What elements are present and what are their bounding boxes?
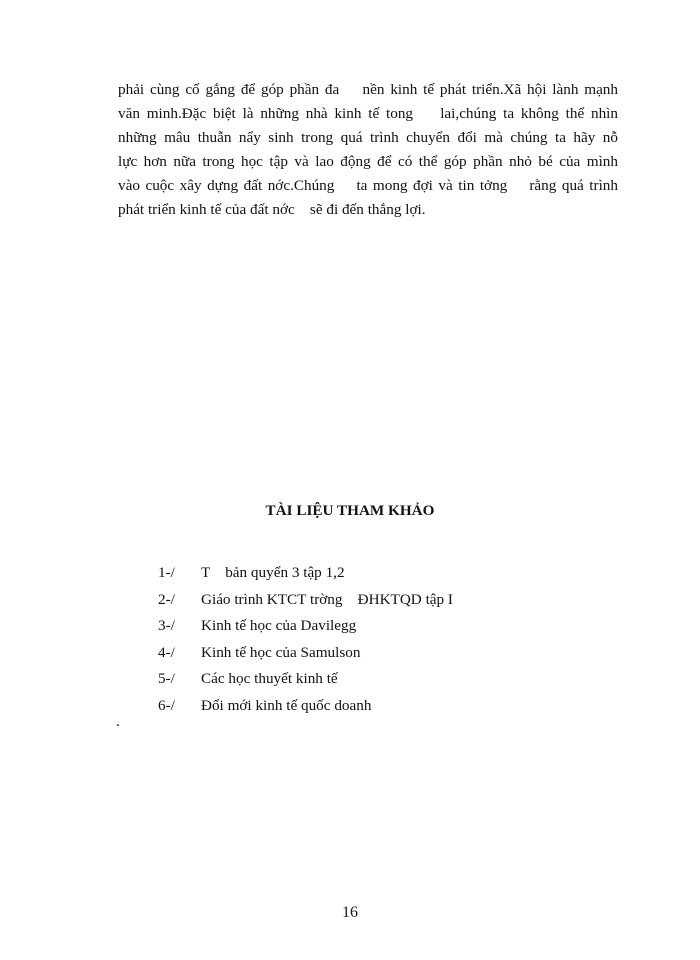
closing-paragraph bbox=[118, 78, 618, 222]
reference-text: Kinh tế học của Samulson bbox=[201, 643, 361, 661]
paragraph-line: văn minh.Đặc biệt là những nhà kinh tế tong lai,chúng ta không thể nhìn bbox=[118, 105, 618, 122]
reference-item bbox=[158, 613, 578, 640]
reference-number: 1-/ bbox=[158, 564, 175, 581]
reference-number: 2-/ bbox=[158, 590, 175, 608]
paragraph-line: phải cùng cố gắng để góp phần đa nền kinh tế phát triển.Xã hội lành mạnh bbox=[118, 81, 618, 98]
stray-period-mark: . bbox=[116, 714, 120, 730]
reference-item bbox=[158, 666, 578, 693]
reference-text: Các học thuyết kinh tế bbox=[201, 670, 338, 688]
reference-text: Giáo trình KTCT trờng ĐHKTQD tập I bbox=[201, 590, 453, 608]
reference-text: Đổi mới kinh tế quốc doanh bbox=[201, 696, 372, 714]
reference-number: 4-/ bbox=[158, 643, 175, 661]
reference-number: 6-/ bbox=[158, 696, 175, 714]
reference-text: T bản quyển 3 tập 1,2 bbox=[201, 564, 345, 581]
paragraph-line: những mâu thuẫn nẩy sinh trong quá trình chuyển đổi mà chúng ta hãy nỗ bbox=[118, 129, 618, 146]
references-list bbox=[158, 560, 578, 720]
paragraph-line: lực hơn nữa trong học tập và lao động để có thể góp phần nhỏ bé của mình bbox=[118, 153, 618, 170]
reference-text: Kinh tế học của Davilegg bbox=[201, 617, 357, 635]
page-number: 16 bbox=[342, 904, 358, 921]
reference-number: 5-/ bbox=[158, 670, 175, 688]
reference-item bbox=[158, 587, 578, 614]
paragraph-line: phát triển kinh tế của đất nớc sẽ đi đến thắng lợi. bbox=[118, 201, 426, 218]
reference-item bbox=[158, 640, 578, 667]
references-heading: TÀI LIỆU THAM KHẢO bbox=[265, 502, 435, 519]
reference-number: 3-/ bbox=[158, 617, 175, 635]
reference-item bbox=[158, 693, 578, 720]
paragraph-line: vào cuộc xây dựng đất nớc.Chúng ta mong đợi và tin tởng rằng quá trình bbox=[118, 177, 618, 194]
reference-item bbox=[158, 560, 578, 587]
